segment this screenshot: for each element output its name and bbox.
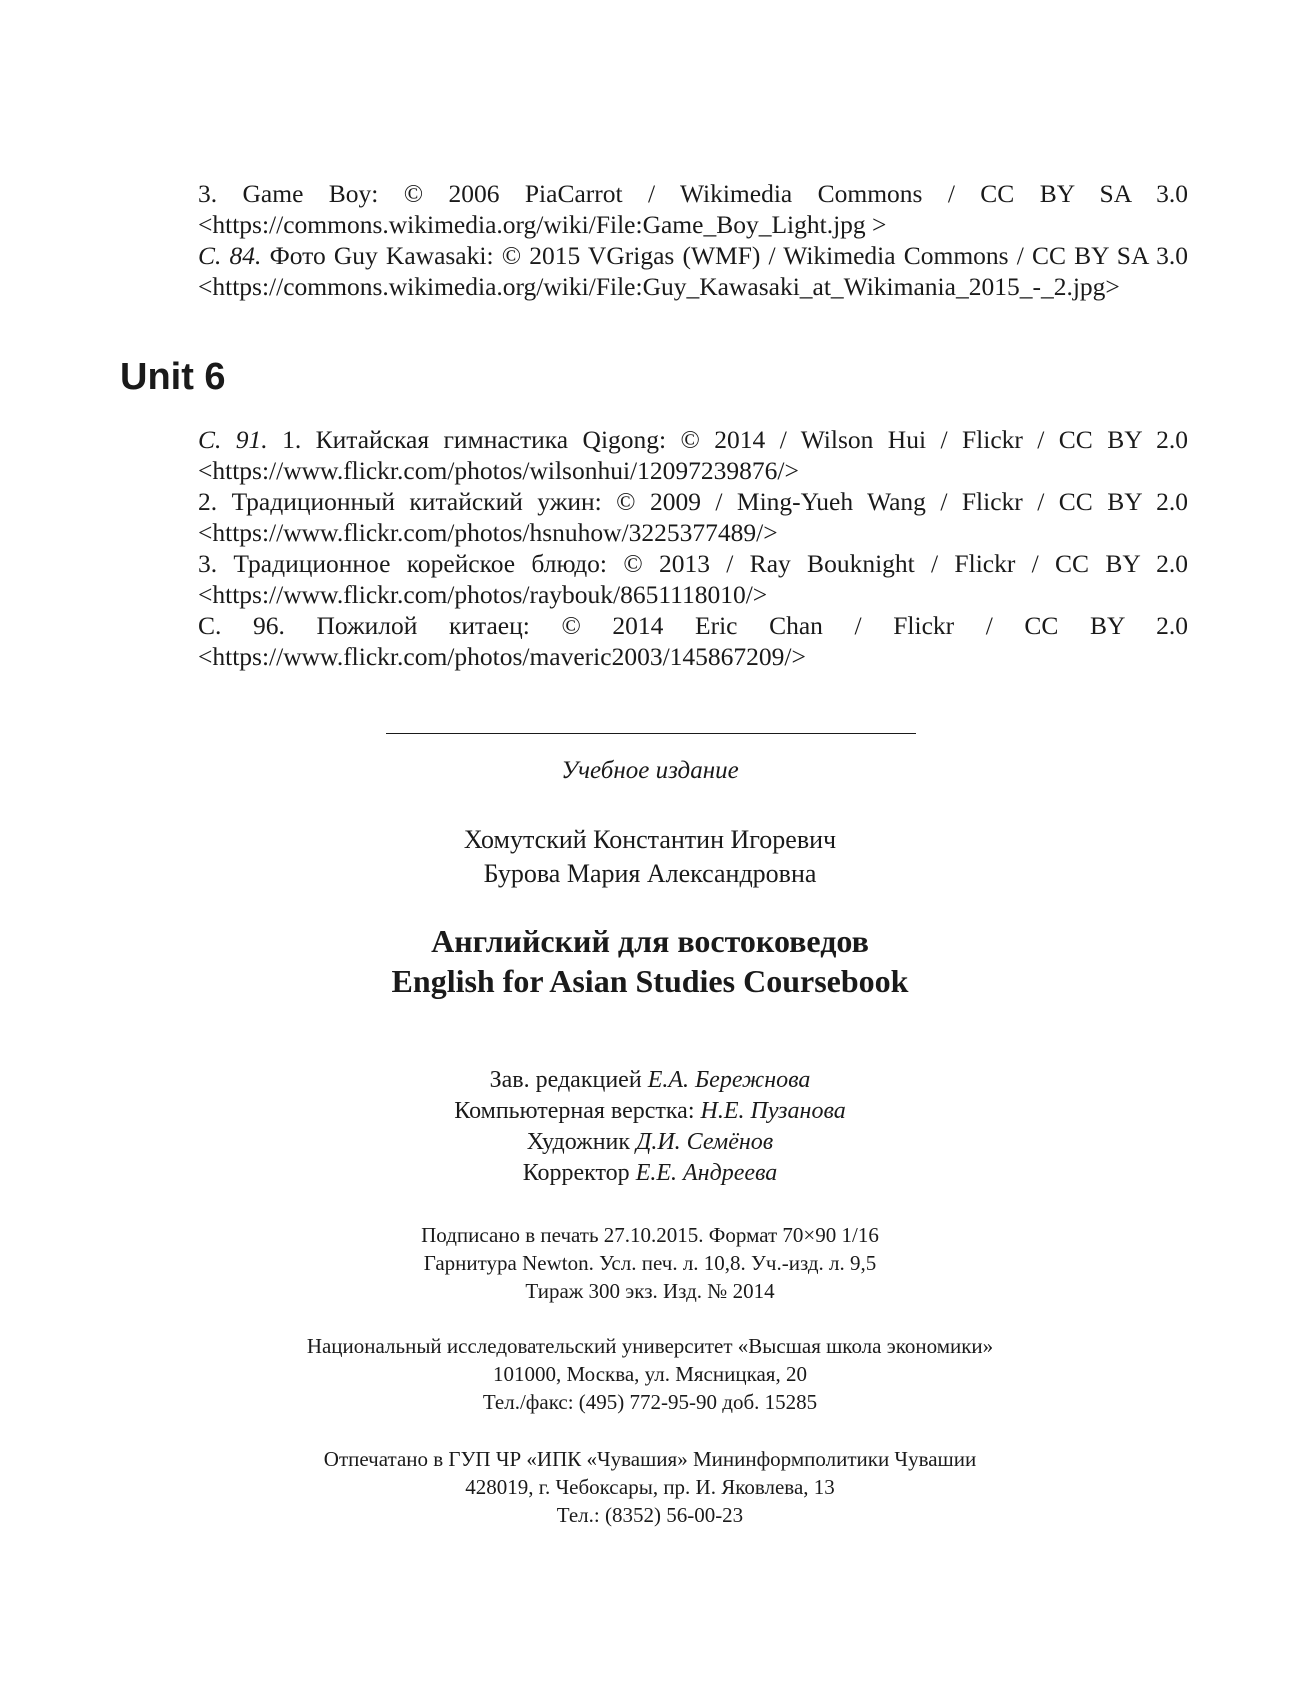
credit-text: 2. Традиционный китайский ужин: © 2009 / Ming-Yueh Wang / Flickr / CC BY 2.0 <https://www.flickr.com/photos/hsnuhow/3225377489/> bbox=[198, 487, 1188, 547]
credit-text: 1. Китайская гимнастика Qigong: © 2014 / Wilson Hui / Flickr / CC BY 2.0 <https://www.flickr.com/photos/wilsonhui/12097239876/> bbox=[198, 425, 1188, 485]
author-name: Бурова Мария Александровна bbox=[483, 859, 817, 888]
staff-role: Компьютерная верстка: bbox=[454, 1098, 701, 1124]
staff-role: Корректор bbox=[522, 1160, 636, 1186]
edition-type-label: Учебное издание bbox=[561, 757, 739, 784]
author-name: Хомутский Константин Игоревич bbox=[463, 825, 837, 854]
credit-entry bbox=[198, 548, 1188, 610]
staff-role: Художник bbox=[526, 1129, 637, 1155]
staff-name: Н.Е. Пузанова bbox=[700, 1098, 846, 1124]
book-title bbox=[0, 921, 1300, 1001]
staff-role: Зав. редакцией bbox=[489, 1067, 648, 1093]
credit-text: 3. Традиционное корейское блюдо: © 2013 / Ray Bouknight / Flickr / CC BY 2.0 <https://www.flickr.com/photos/raybouk/8651118010/> bbox=[198, 549, 1188, 609]
credit-entry bbox=[198, 178, 1188, 240]
book-title-ru: Английский для востоковедов bbox=[431, 923, 869, 959]
authors bbox=[0, 823, 1300, 891]
print-info-line: Подписано в печать 27.10.2015. Формат 70×90 1/16 bbox=[421, 1223, 879, 1247]
unit-heading: Unit 6 bbox=[120, 356, 226, 398]
credit-page-ref: С. 84. bbox=[198, 241, 262, 270]
staff-name: Е.А. Бережнова bbox=[647, 1067, 811, 1093]
credit-page-ref: С. 91. bbox=[198, 425, 268, 454]
editorial-staff bbox=[0, 1065, 1300, 1189]
staff-name: Д.И. Семёнов bbox=[636, 1129, 774, 1155]
publisher-line: Тел./факс: (495) 772-95-90 доб. 15285 bbox=[482, 1390, 818, 1414]
edition-type bbox=[0, 756, 1300, 786]
staff-line bbox=[0, 1096, 1300, 1127]
divider bbox=[386, 733, 916, 734]
print-info-line: Гарнитура Newton. Усл. печ. л. 10,8. Уч.-изд. л. 9,5 bbox=[423, 1251, 877, 1275]
image-credits-top bbox=[198, 178, 1188, 302]
image-credits-unit bbox=[198, 424, 1188, 672]
credit-entry bbox=[198, 424, 1188, 486]
publisher-line: 101000, Москва, ул. Мясницкая, 20 bbox=[493, 1362, 807, 1386]
credit-entry bbox=[198, 486, 1188, 548]
book-title-en: English for Asian Studies Coursebook bbox=[391, 963, 909, 999]
print-info-line: Тираж 300 экз. Изд. № 2014 bbox=[525, 1279, 775, 1303]
printer-info bbox=[0, 1445, 1300, 1529]
credit-text: Фото Guy Kawasaki: © 2015 VGrigas (WMF) / Wikimedia Commons / CC BY SA 3.0 <https://commons.wikimedia.org/wiki/File:Guy_Kawasaki_at_Wikimania_2015_-_2.jpg> bbox=[198, 241, 1188, 301]
printer-line: Отпечатано в ГУП ЧР «ИПК «Чувашия» Мининформполитики Чувашии bbox=[323, 1447, 977, 1471]
publisher-info bbox=[0, 1332, 1300, 1416]
staff-line bbox=[0, 1065, 1300, 1096]
printer-line: Тел.: (8352) 56-00-23 bbox=[556, 1503, 744, 1527]
staff-line bbox=[0, 1158, 1300, 1189]
credit-text: 3. Game Boy: © 2006 PiaCarrot / Wikimedia Commons / CC BY SA 3.0 <https://commons.wikimedia.org/wiki/File:Game_Boy_Light.jpg > bbox=[198, 179, 1188, 239]
staff-line bbox=[0, 1127, 1300, 1158]
printer-line: 428019, г. Чебоксары, пр. И. Яковлева, 13 bbox=[465, 1475, 835, 1499]
staff-name: Е.Е. Андреева bbox=[635, 1160, 778, 1186]
print-info bbox=[0, 1221, 1300, 1305]
publisher-line: Национальный исследовательский университет «Высшая школа экономики» bbox=[306, 1334, 994, 1358]
credit-text: С. 96. Пожилой китаец: © 2014 Eric Chan / Flickr / CC BY 2.0 <https://www.flickr.com/photos/maveric2003/145867209/> bbox=[198, 611, 1188, 671]
credit-entry bbox=[198, 240, 1188, 302]
credit-entry bbox=[198, 610, 1188, 672]
